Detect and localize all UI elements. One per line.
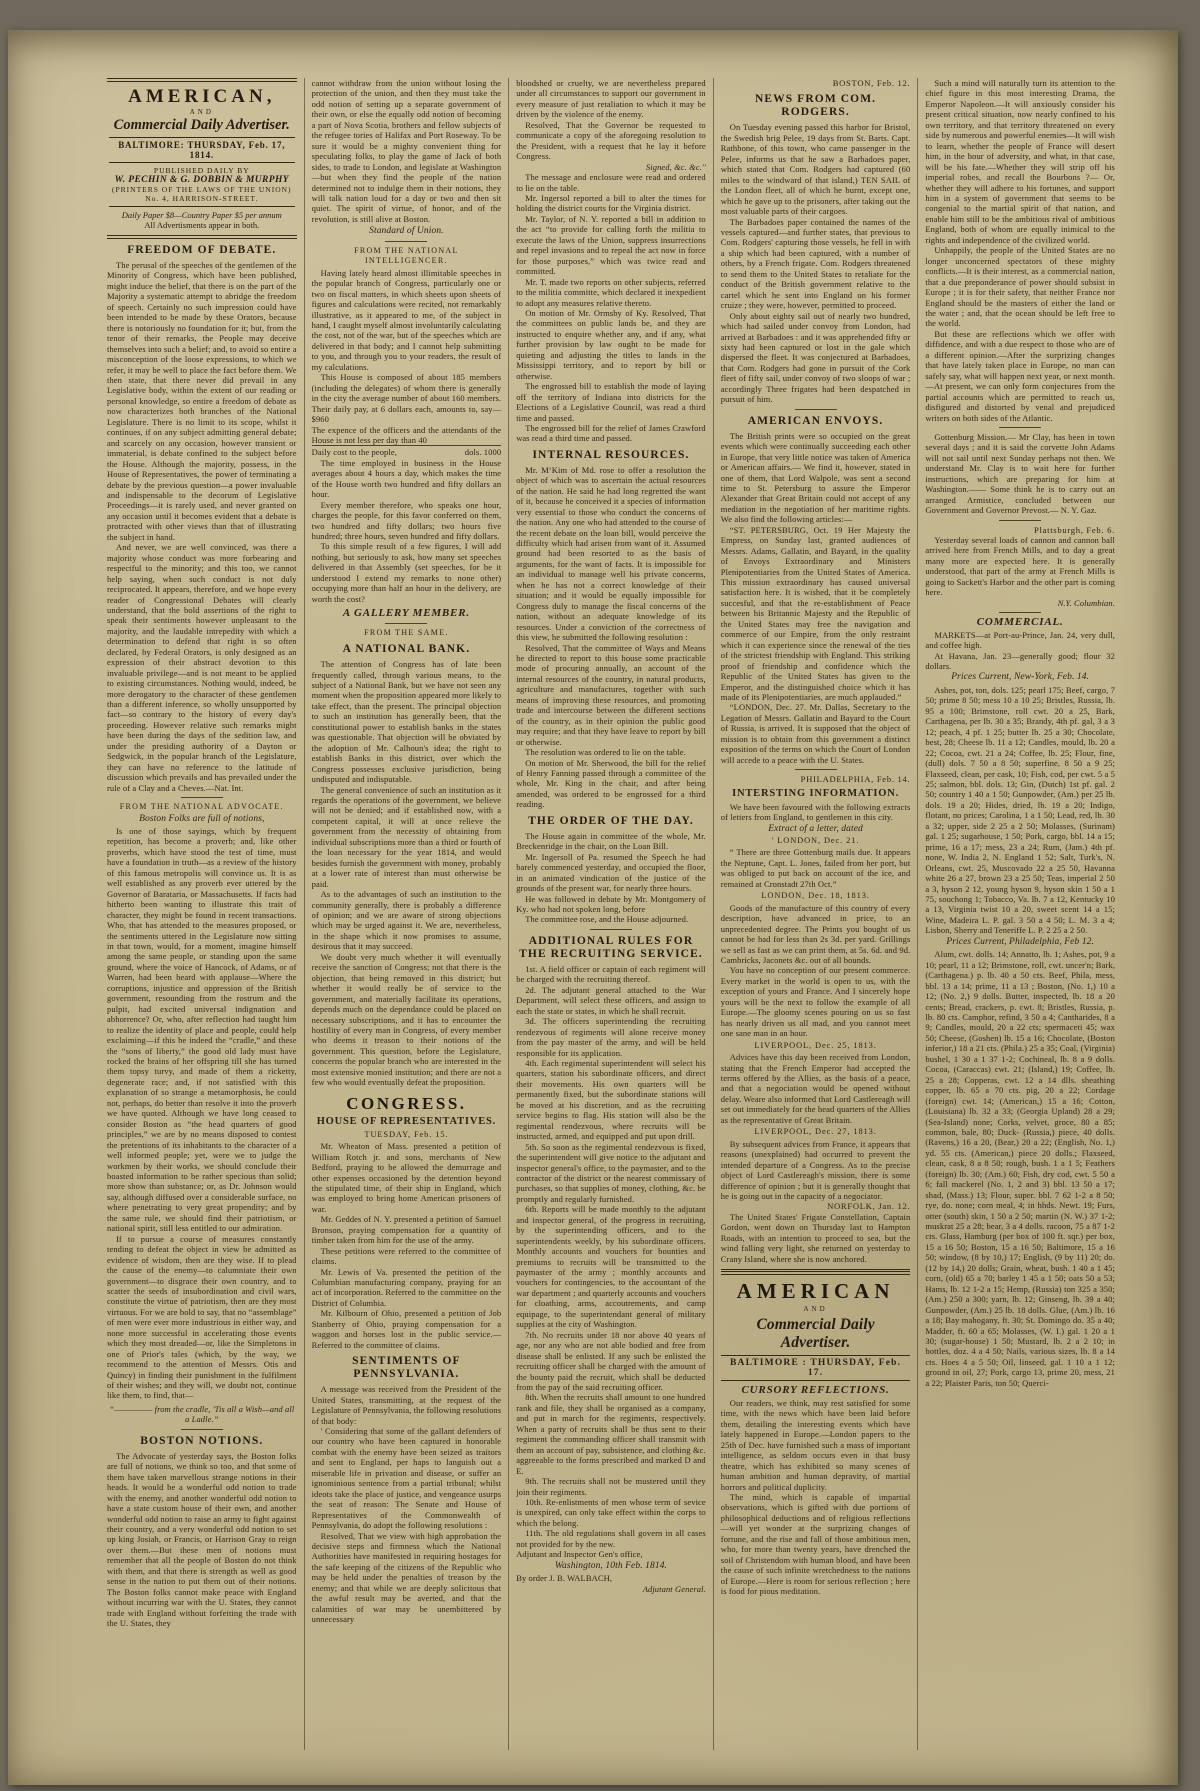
signature: N.Y. Columbian. [1057,597,1115,608]
masthead [107,78,297,239]
paragraph: 10th. Re-enlistments of men whose term of sevice is unexpired, can only take effect within the corps to which the belong. [516,1497,706,1528]
dateline: LIVERPOOL, Dec. 27, 1813. [754,1127,877,1137]
article-heading: INTERSTING INFORMATION. [732,787,900,799]
subheading: Prices Current, New-York, Feb. 14. [951,672,1090,683]
article-heading: BOSTON NOTIONS. [140,1434,264,1447]
paragraph: 2d. The adjutant general attached to the War Department, will select these officers, and assign to each the state or states, in which he shall recruit. [516,984,706,1016]
paragraph: On motion of Mr. Sherwood, the bill for the relief of Henry Fanning passed through a committee of the whole, Mr. King in the chair, and after being amended, was ordered to be engrossed for a third reading. [516,757,706,810]
paragraph: You have no conception of our present commerce. Every market in the world is open to us, with the exception of yours and France. And I sincerely hope yours will be the next to follow the example of all Europe.—The gloomy scenes pouring on us so fast has nearly driven us all mad, and you cannot meet one sane man in an hour. [720,965,911,1039]
paragraph: We have been favoured with the following extracts of letters from England, to gentlemen in this city. [720,801,911,823]
article-heading: INTERNAL RESOURCES. [532,448,690,461]
paragraph: A message was received from the President of the United States, transmitting, at the request of the Legislature of Pennsylvania, the following resolutions of that body: [311,1384,502,1426]
paragraph: Ashes, pot, ton, dols. 125; pearl 175; Beef, cargo, 7 50; prime 8 50; mess 10 a 10 25; Bristles, Russia, lb. 95 a 100; Brimstone, roll cwt. 20 a 25, Bark, Carthagena, per lb. 30 a 35; Brandy, 4th pf. gal, 3 a 3 12; peach, 4 pf. 1 25; butter lb. 25 a 30; Chocolate, best, 28; Cheese lb. 11 a 12; Candles, mould, lb. 20 a 22; Cocoa, cwt. 21 a 24; Coffee, lb. 25; Flour, fine, (dull) dols. 7 50 a 8 50; superfine, 8 50 a 9 25; Flaxseed, clean, per cask, 10; Fish, cod, per cwt. 5 a 5 25; salmon, bbl. dols. 13; Gin, (Dutch) 1st pf. gal. 2 50; country 1 40 a 1 50; Gunpowder, (Am.) per 25 lb. dols. 19 a 20; Hides, dried, lb. 19 a 20; Indigo, flotant, no prices; Carolina, 1 a 1 50; Lead, red, lb. 30 a 32; upper, side 2 25 a 2 50; Molasses, (Surinam) gal. 1 25; sugarhouse, 1 50; Pork, cargo, bbl. 14 a 15; prime, 16 a 17; mess, 23 a 24; Rum, (Jam.) 4th pf. none, W. India 2, N. England 1 52; Salt, Turk's, N. Orleans, cwt. 25, Muscovado 22 a 25 50, Havanna white 26 a 27, brown 23 a 25 50; Teas, imperial 2 50 a 3, hyson 2 12, young hyson 9, hyson skin 1 50 a 1 75, souchong 1; Tobacco, Va. lb. 7 a 12, Kentucky 10 a 13, Virginia twist 10 a 20, sweet scent 14 a 15; Wine, Madeira L. P. gal. 3 50 a 4 50; L. M. 3 a 4; Lisbon, Sherry and Teneriffe L. P. 2 25 a 2 50. [925,684,1115,936]
subheading: Prices Current, Philadelphia, Feb 12. [946,936,1095,947]
dateline: PHILADELPHIA, Feb. 14. [800,774,911,785]
paragraph: Having lately heard almost illimitable speeches in the popular branch of Congress, particularly one or two on fiscal matters, in which sheets upon sheets of figures and calculations were recited, not remarkably illustrative, as it appeared to me, of the subject in hand, I caught myself almost involuntarily calculating the cost, not of the war, but of the speeches which are delivered in that body; and I cannot help submitting to you, and through you to your readers, the result of my calculations. [311,267,502,372]
paragraph: The attention of Congress has of late been frequently called, through various means, to the subject of a National Bank, but we have not seen any moment when the proposition appeared more likely to take effect, than the present. The principal objection to such an institution has generally been, that the constitutional power to establish banks in the states was questionable. That objection will be obviated by the adoption of Mr. Calhoun's idea; the right to establish Banks in this district, over which the Congress possesses exclusive jurisdiction, being undisputed and indisputable. [311,659,502,785]
printers-note: (PRINTERS OF THE LAWS OF THE UNION) [112,185,292,194]
paragraph: Mr. M‘Kim of Md. rose to offer a resolution the object of which was to ascertain the actual resources of the nation. He said he had long regretted the want of it, because he conceived it a species of information very essential to those who conduct the concerns of the nation. Any one who had attended to the course of the recent debate on the loan bill, would perceive the difficulty which had arisen from want of it. Assumed ground had been resorted to as the basis of arguments, for the want of facts. It is impossible for an individual to manage well his private concerns, when he has not a correct knowledge of their situation; and it would be equally impossible for Congress duly to manage the fiscal concerns of the nation, without an adequate knowledge of its resources. Under a conviction of the correctness of this view, he submitted the following resolution : [516,464,706,643]
paragraph: 3d. The officers superintending the recruiting rendezvous of regiments will alone receive money from the pay master of the army, and will be held responsible for its application. [516,1016,706,1058]
dateline: LONDON, Dec. 18, 1813. [761,891,870,901]
paragraph: And never, we are well convinced, was there a majority whose conduct was more forbearing and respectful to the minority; and this too, we cannot help saying, when such conduct is not duly reciprocated. It appears, therefore, and we hope every reader of Congressional Debates will clearly understand, that the bold assertions of the right to speak their sentiments however unpleasant to the majority, and the laudable intrepedity with which a determination to defend that right is so often declared, by Federal Orators, is only designed as an expression of their abstract devotion to this invaluable privilege—and is not meant to be applied to existing circumstances. Nothing would, indeed, be more derogatory to the character of these gentlemen than a different inference, so wholly unsupported by fact—so contrary to the history of every day's proceeding. However relative such remarks might have been during the days of the sedition law, and under the presiding authority of a Dayton or Sedgwick, in the popular branch of the Legislature, they can have no reference to the latitude of discussion which prevails and has prevailed under the rule of a Clay and a Cheves.—Nat. Int. [107,542,297,793]
paragraph: By order J. B. WALBACH, [516,1573,613,1584]
article-heading: FREEDOM OF DEBATE. [127,244,277,256]
paragraph: The time employed in business in the House averages about 4 hours a day, which makes the time of the House worth two hundred and fifty dollars an hour. [311,457,502,500]
masthead-subtitle: Commercial Daily Advertiser. [756,1315,875,1351]
masthead-dateline: BALTIMORE : THURSDAY, Feb. 17. [721,1355,911,1382]
paragraph: The United States' Frigate Constellation, Captain Gordon, went down on Thursday last to Hampton Roads, with an intention to proceed to sea, but the wind falling very light, she returned on yesterday to Crany Island, where she is now anchored. [720,1211,911,1264]
paragraph: 4th. Each regimental superintendent will select his quarters, station his subordinate officers, and direct their movements. His own quarters will be permanently fixed, but the subordinate stations will be moved at his discretion, and as the recruiting service begins to flag. His station will also be the regimental rendezvous, where recruits will be instructed, armed, and equipped and put upon drill. [516,1057,706,1142]
paragraph: Gottenburg Mission.— Mr Clay, has been in town several days ; and it is said the corvette John Adams will not sail until next Sunday perhaps not then. We understand Mr. Clay is to wait here for further instructions, which are preparing for him at Washington.—— Some think he is to carry out an arranged Armistice, concluded between our Government and Governor Prevost.— N. Y. Gaz. [925,431,1115,516]
paragraph: To this simple result of a few figures, I will add nothing, but seriously to ask, how many set speeches delivered in that Assembly (set speeches, for be it understood I extend my remarks to none other) occupying more than half an hour in the delivery, are worth the cost? [311,541,502,604]
publisher-address: No. 4, HARRISON-STREET. [145,194,259,203]
dateline: BOSTON, Feb. 12. [832,78,911,88]
paragraph: 8th. When the recruits shall amount to one hundred rank and file, they shall be organised as a company, and put in march for the regiments, respectively. When a party of recruits shall be thus sent to their regiment the commanding officer shall transmit with them an account of pay, subsistence, and clothing &c. aggreeable to the forms prescribed and marked D and E. [516,1392,706,1476]
section-rule [999,612,1041,613]
paragraph: The general convenience of such an institution as it regards the operations of the government, we believe will not be denied; and if established now, with a competent capital, it will at once relieve the government from the necessity of obtaining from individual subscriptions more than a third or fourth of the loan necessary for the year 1814, and would besides furnish the government with money, probably at a lower rate of interest than must otherwise be paid. [311,784,502,889]
paragraph: At Havana, Jan. 23—generally good; flour 32 dollars. [925,650,1115,672]
paragraph: “ There are three Gottenburg mails due. It appears the Neptune, Capt. L. Jones, failed from her port, but was obliged to put back on account of the ice, and remained at Cronstadt 27th Oct.” [720,847,911,889]
masthead-title: AMERICAN [736,1279,895,1304]
paragraph: 6th. Reports will be made monthly to the adjutant and inspector general, of the progress in recruiting, by the superintending officers, and to the superintendents weekly, by his subordinate officers. Monthly accounts and vouchers for bounties and premiums to recruits will be transmitted to the paymaster of the army ; monthly accounts and vouchers for contingencies, to the accountant of the war department ; and quarterly accounts and vouchers for cloathing, arms, accoutrements, and camp equipage, to the superintendant general of military supplies at the city of Washington. [516,1204,706,1330]
paragraph: The Barbadoes paper contained the names of the vessels captured—and further states, that previous to Com. Rodgers' capturing those vessels, he fell in with a ship which had been captured, with a number of others, by a French frigate. Com. Rodgers threatened to send them to the United States to retaliate for the conduct of the British government relative to the cartel which he sent into England on his former cruize ; they were, however, permitted to proceed. [720,216,911,311]
paragraph: Mr. Ingersoll of Pa. resumed the Speech he had barely commenced yesterday, and occupied the floor, in an animated vindication of the justice of the grounds of the present war, for nearly three hours. [516,851,706,894]
paragraph: We doubt very much whether it will eventually receive the sanction of Congress; not that there is the objection, that being removed in this district; but whether it would really be of service to the government, and materially facilitate its operations, depends much on the dependance could be placed on necessary subscriptions, and it has to encounter the hostility of every man in Congress, of every member who deems it treason to their notions of the government. This question, before the Legislature, concerns the popular branch who are interested in the most extensive monied institution; and there are not a few who would eventually defeat the proposition. [311,951,502,1088]
publication-title: AMERICAN, [128,86,276,107]
signature: Signed, &c. &c.'' [645,161,706,172]
paragraph: But these are reflections which we offer with diffidence, and with a due respect to those who are of a different opinion.—After the surprizing changes that have lately taken place in Europe, no man can safely say, what will happen next year, or next month.—At present, we can only form conjectures from the partial accounts which are permitted to reach us, disfigured and distorted by venal and prejudiced writers on both sides of the Atlantic. [925,328,1115,423]
section-heading: CONGRESS. [346,1093,467,1113]
publication-and: AND [189,108,214,116]
section-rule [795,769,837,770]
signature: Standard of Union. [369,226,444,237]
paragraph: “ST. PETERSBURG, Oct. 19 Her Majesty the Empress, on Sunday last, granted audiences of Messrs. Adams, Gallatin, and Bayard, in the quality of Envoys Extraordinary and Ministers Plenipotentiaries from the United States of America. This mission extraordinary has caused universal satisfaction here. It is wished, that it be completely succesful, and that the re-establishment of Peace between his Britannic Majesty and the Republic of the United States may free the navigation and commerce of our Empire, from the only restraint which it can experience since the renewal of the ties of the strictest friendship with England. This striking proof of friendship and confidence which the Republic of the United States has given to the Emperor, and the distinguished choice which it has made of its Plenipotentiaries, are much applauded.” [720,524,911,703]
ads-line: All Advertisments appear in both. [144,220,260,230]
paragraph: Only about eighty sail out of nearly two hundred, which had sailed under convoy from London, had arrived at Barbadoes : and it was apprehended fifty or sixty had been captured or lost in the gale which dispersed the fleet. It was conjectured at Barbadoes, that Com. Rodgers had gone in pursuit of the Cork fleet of fifty sail, under convoy of two sloops of war ; accordingly Three frigates had been despatched in pursuit of him. [720,310,911,405]
paragraph: The Advocate of yesterday says, the Boston folks are full of notions, we think so too, and that some of them have taken marvellous strange notions in their heads. It would be a wonderful odd notion to trade with the enemy, and another wonderful odd notion to have a state custom house of their own, and another wonderful odd notion to raise an army to fight against their country, and a very wonderful odd notion to set up king Josiah, or Francis, or Harrison Gray to reign over them.—But these men of notions must remember that all the people of Boston do not think with them, and that there is strength as well as good sense in the nation to put them out of their notions. The Boston folks cannot make peace with England without incurring war with the U. States, they cannot trade with England without forfeiting the trade with the U. States, they [107,1450,297,1629]
paragraph: Mr. Kilbourn of Ohio, presented a petition of Job Stanberry of Ohio, praying compensation for a waggon and horses lost in the public service.—Referred to the committee of claims. [311,1308,502,1350]
subheading: Extract of a letter, dated [768,823,863,834]
section-rule [999,520,1041,521]
verse-quote: “————— from the cradle, 'Tis all a Wish—and all a Ladle.” [109,1403,295,1425]
section-rule [999,427,1041,428]
paragraph: Resolved, That the committee of Ways and Means be directed to report to this house some practicable mode of procuring annually, an account of the internal resources of the country, in natural products, agriculture and manufactures, together with such means of improving these resources, and promoting trade and intercourse between the different sections of the country, as in their opinion the public good may require; and that they have leave to report by bill or otherwise. [516,642,706,747]
dateline: LIVERPOOL, Dec. 25, 1813. [754,1040,877,1050]
paragraph: The resolution was ordered to lie on the table. [525,747,686,758]
publication-dateline: BALTIMORE: THURSDAY, Feb. 17, 1814. [109,137,295,163]
paragraph: The mind, which is capable of impartial observations, which is gifted with due portions of philosophical deductions and of religious reflections—will yet wonder at the surprizing changes of fortune, and the rise and fall of those ambitious men, who, for more than twenty years, have drenched the soil of Christendom with human blood, and have been the cause of such infinite wretchedness to the nations of Europe.—Here is room for serious reflection ; here is food for pious meditation. [720,1492,911,1597]
paragraph: ' Considering that some of the gallant defenders of our country who have been captured in honorable combat with the enemy have been seized as traitors and sent to England, per haps to languish out a miserable life in privation and disease, or suffer an ignominious sentence from a partial tribunal; whilst ideots take the place of justice, and vengeance usurps the seat of reason: The Senate and House of Representatives of the Commonwealth of Pennsylvania, do adopt the following resolutions : [311,1426,502,1531]
section-rule [181,1429,223,1430]
paragraph: Mr. Taylor, of N. Y. reported a bill in addition to the act “to provide for calling forth the militia to execute the laws of the Union, suppress insurrections and repel invasions and to repeal the act now in force for those purposes,” which was twice read and committed. [516,213,706,277]
article-heading: THE ORDER OF THE DAY. [528,814,694,827]
paragraph: 11th. The old regulations shall govern in all cases not provided for by the new. [516,1528,706,1549]
source-heading: FROM THE NATIONAL INTELLIGENCER. [354,245,459,266]
paragraph: Unhappily, the people of the United States are no longer unconcerned spectators of these mighty conflicts.—It is their interest, as a commercial nation, that a due preponderance of power should subsist in Europe ; it is for their safety, that neither France nor England should be the masters of either the land or the water ; and, that the ocean should be left free to the world. [925,245,1115,329]
published-daily-by: PUBLISHED DAILY BY [153,166,250,175]
paragraph: These petitions were referred to the committee of claims. [311,1245,502,1267]
subheading: Boston Folks are full of notions, [139,813,265,824]
paragraph: By subsequent advices from France, it appears that reasons (unexplained) had occurred to prevent the intended departure of a Congress. As to the precise object of Lord Castlereagh's mission, there is some difference of opinion ; but it is generally thought that he is going out in the capacity of a negociator. [720,1138,911,1201]
dateline: Plattsburgh, Feb. 6. [1034,524,1115,535]
paragraph: 5th. So soon as the regimental rendezvous is fixed, the superintendent will give notice to the adjutant and inspector general's office, to the paymaster, and to the contractor of the district or the nearest commissary of purchases, so that supplies of money, clothing, &c. be promptly and regularly furnished. [516,1141,706,1204]
newspaper-column-2 [304,78,509,1750]
dateline: TUESDAY, Feb. 15. [364,1129,449,1139]
paragraph: Resolved, That we view with high approbation the decisive steps and firmness which the National Authorities have manifested in requiring hostages for the safe keeping of the citizens of the Republic who may be held under the penalties of treason by the enemy; and that while we are deeply solicitous that the awful result may be averted, and that the calamities of war may be unembittered by unnecessary [311,1530,502,1625]
paragraph: Mr. T. made two reports on other subjects, referred to the militia committe, which declared it inexpedient to adopt any measures relative thereto. [516,276,706,308]
article-heading: NEWS FROM COM. RODGERS. [755,93,877,119]
article-heading: COMMERCIAL. [976,616,1064,629]
dateline: ' LONDON, Dec. 21. [771,836,860,845]
section-rule [385,623,427,624]
article-heading: CURSORY REFLECTIONS. [741,1384,890,1397]
newspaper-column-1 [100,78,304,1750]
article-heading: HOUSE OF REPRESENTATIVES. [316,1115,497,1127]
newspaper-column-3 [508,78,713,1750]
article-heading: A NATIONAL BANK. [342,643,471,656]
section-rule [181,797,223,798]
newspaper-column-4 [713,78,918,1750]
publication-subtitle: Commercial Daily Advertiser. [113,117,290,133]
double-rule [721,1269,911,1275]
paragraph: Every member therefore, who speaks one hour, charges the people, for this favor conferred on them, two hundred and fifty dollars; two hours five hundred; three hours, seven hundred and fifty dollars. [311,499,502,542]
paragraph: Goods of the manufacture of this country of every description, have advanced in price, to an unprecedented degree. The Prints you bought of us cannot be had for less than 2s 3d. per yard. Grillings we sell as fast as we can print them, at 5s. 6d. and 9d. Cambricks, Jaconets &c. out of all bounds. [720,902,911,965]
source-heading: FROM THE SAME. [364,627,449,637]
paragraph: The House again in committee of the whole, Mr. Breckenridge in the chair, on the Loan Bill. [516,830,706,852]
paragraph: The message and enclosure were read and ordered to lie on the table. [516,172,706,193]
paragraph: bloodshed or cruelty, we are nevertheless prepared under all circumstances to support our government in every measure of just retaliation to which it may be driven by the violence of the enemy. [516,78,706,120]
section-rule [590,929,632,930]
publishers: W. PECHIN & G. DOBBIN & MURPHY [114,175,289,185]
paragraph: Mr. Wheaton of Mass. presented a petition of William Rotch jr. and sons, merchants of New Bedford, praying to be allowed the demurrage and other expenses occasioned by the detention beyond the stipulated time, of their ship in England, which was employed to bring home American prisoners of war. [311,1141,502,1214]
article-heading: A GALLERY MEMBER. [342,607,470,620]
paragraph: The committee rose, and the House adjourned. [525,914,689,925]
paragraph: The perusal of the speeches of the gentlemen of the Minority of Congress, which have been published, might induce the belief, that there is on the part of the Majority a systematic attempt to abridge the freedom of speech. Certainly no such impression could have been intended to be made by these Orators, because there is notoriously no foundation for it; but, from the tenor of their remarks, the People may deceive themselves into such a belief; and, to avoid so entire a misconception of the loose expressions, to which we refer, it may be well to place the fact before them. We then state, that there never did prevail in any Legislative body, within the extent of our reading or personal knowledge, so entire a freedom of debate as now characterizes both branches of the National Legislature. There is no limit to its scope, whilst it continues, if on any subject admitting general debate; and scarcely on any occasion, however transient or immaterial, is debate confined to the subject before the House. Although the majority, possess, in the House of Representatives, the power of terminating a debate by the previous question—a power invaluable and indispensable to the decorum of Legislative Proceedings—it is rarely used, and never granted on any occasion until it becomes evident that a debate is protracted with other views than that of illustrating the subject in hand. [107,260,297,542]
paragraph: The engrossed bill for the relief of James Crawford was read a third time and passed. [516,422,706,444]
paragraph: If to pursue a course of measures constantly tending to defeat the object in view be admitted as evidence of wisdom, then are they wise. If to plead the cause of the enemy—to calumniate their own government—to disgrace their own country, and to scatter the seeds of insubordination and civil wars, constitute the virtue of patriotism, then are they most virtuous. For we are bold to say, that no “assemblage” of men were ever more industrious in either way, and none more successful in accelerating those events which they most dreaded—or, like the Simpletons in one of Prior's tales (which, by the way, we recommend to the attention of Messrs. Otis and Quincy) in finding their punishment in the fulfilment of their wishes; and they will, we doubt not, continue like them, to find, that— [107,1233,297,1401]
paragraph: Yesterday several loads of cannon and cannon ball arrived here from French Mills, and to day a great many more are expected here. It is generally understood, that part of the army at French Mills is going to Sackett's Harbor and the other part is coming here. [925,535,1115,598]
paragraph: This House is composed of about 185 members (including the delegates) of whom there is generally in the city the average number of about 160 members. Their daily pay, at 6 dollars each, amounts to, say— $960 [311,372,502,425]
article-heading: SENTIMENTS OF PENNSYLVANIA. [352,1355,461,1381]
article-heading: ADDITIONAL RULES FOR THE RECRUITING SERVICE. [519,934,703,960]
newspaper-page [8,30,1178,1785]
paragraph: Mr. Geddes of N. Y. presented a petition of Samuel Bronson, praying compensation for a quantity of timber taken from him for the use of the army. [311,1214,502,1246]
paragraph: Advices have this day been received from London, stating that the French Emperor had accepted the terms offered by the Allies, as the basis of a peace, and that a negociation would be opened without delay. Weare also informed that Lord Castlereagh will set out immediately for the head quarters of the Allies as the representative of Great Britain. [720,1052,911,1125]
paragraph: The expence of the officers and the attendants of the House is not less per day than 40 [311,424,502,445]
paragraph: 1st. A field officer or captain of each regiment will be charged with the recruiting thereof. [516,963,706,985]
paragraph: As to the advantages of such an institution to the community generally, there is probably a difference of opinion; and we are aware of strong objections which may be urged against it. We are, nevertheless, in the shape which it now promises to assume, desirous that it may succeed. [311,889,502,952]
paragraph: He was followed in debate by Mr. Montgomery of Ky. who had not spoken long, before [516,893,706,914]
paragraph: MARKETS—at Port-au-Prince, Jan. 24, very dull, and coffee high. [925,629,1115,651]
newspaper-column-5 [917,78,1122,1750]
dateline: NORFOLK, Jan. 12. [827,1201,911,1212]
paragraph: Adjutant and Inspector Gen's office, [516,1549,643,1560]
paragraph: Our readers, we think, may rest satisfied for some time, with the news which have been laid before them, detailing the interesting events which have lately happened in Europe.—London papers to the 25th of Dec. have furnished such a mass of important intelligence, as seldom occurs even in that busy theatre, which has exhibited so many scenes of human ambition and human depravity, of martial horrors and political duplicity. [720,1397,911,1492]
paragraph: Resolved, That the Governor be requested to communicate a copy of the aforegoing resolution to the President, with a request that he lay it before Congress. [516,119,706,162]
paragraph: Mr. Ingersol reported a bill to alter the times for holding the district courts for the Virginia district. [516,192,706,214]
paragraph: On motion of Mr. Ormsby of Ky. Resolved, That the committees on public lands be, and they are instructed to enquire whether any, and if any, what further provision by law ought to be made for quieting and adjusting the titles to lands in the Mississippi territory, and to report by bill or otherwise. [516,307,706,381]
paragraph: cannot withdraw from the union without losing the protection of the union, and then they must take the odd notion of setting up a separate government of their own, or else the equally odd notion of becoming a part of Nova Scotia, brothers and fellow subjects of the refugee tories of Halifax and Port Roseway. To be sure it would be a mighty convenient thing for speculating folks, to play the game of Jack of both sides, to trade to London, and legislate at Washington—but when they find the people of the nation determined not to indulge them in their notions, they will talk nation loud for a day or two and then sit quiet. The spirit of virtue, of honor, and of the revolution, is still alive at Boston. [311,78,502,224]
masthead-and: AND [803,1305,828,1314]
paragraph: 9th. The recruits shall not be mustered until they join their regiments. [516,1476,706,1497]
columns-container [100,78,1122,1750]
paragraph: Such a mind will naturally turn its attention to the chief figure in this most interesting Drama, the Emperor Napoleon.—It will anxiously consider his present critical situation, now nearly confined to his own territory, and that territory threatened on every side by numerous and powerful enemies—It will wish to learn, whether the people of France will desert him, in the hour of adversity, and what, in that case, will be his fate.—Whether they will strip off his imperial robes, and recall the Bourbons ?— Or, whether they will adhere to his fortunes, and support him in a system of government that seems to be congenial to the martial spirit of that nation, and enable him still to be the ambitious rival of ambitious England, both of whom are equally inimical to the rights and independence of the civilized world. [925,78,1115,245]
section-rule [795,409,837,410]
total-line: Daily cost to the people, dols. 1000 [311,447,502,458]
price-line: Daily Paper $8—Country Paper $5 per annum [109,206,295,220]
paragraph: Mr. Lewis of Va. presented the petition of the Columbian manufacturing company, praying for an act of incorporation. Referred to the committee on the District of Columbia. [311,1266,502,1308]
paragraph: On Tuesday evening passed this harbor for Bristol, the Swedish brig Pelee, 19 days from St. Barts. Capt. Rathbone, of this town, who came passenger in the Pelee, informs us that he saw a Barbadoes paper, which stated that Com. Rodgers had captured (60 miles to the windward of that island,) TEN SAIL of the London fleet, all of which he burnt, except one, which he gave up to the prisoners, after taking out the most valuable parts of their cargoes. [720,122,911,217]
paragraph: The British prints were so occupied on the great events which were continually succeeding each other in Europe, that very little notice was taken of America or American affairs.— We find it, however, stated in one of them, that Lord Walpole, was sent a second time to St. Petersburg to assure the Emperor Alexander that Great Britain could not accept of any mediation in the negotiation of her maritime rights. We also find the following articles:— [720,430,911,525]
signature: Adjutant General. [642,1583,706,1594]
source-heading: FROM THE NATIONAL ADVOCATE. [119,802,284,812]
section-rule [385,241,427,242]
paragraph: “LONDON, Dec. 27. Mr. Dallas, Secretary to the Legation of Messrs. Gallatin and Bayard to the Court of Russia, is arrived. It is supposed that the object of mission is to obtain from this government a distinct exposition of the terms on which the Court of London will accede to a peace with the U. States. [720,702,911,765]
article-heading: AMERICAN ENVOYS. [747,414,884,427]
paragraph: The engrossed bill to establish the mode of laying off the territory of Indiana into districts for the Elections of a Legislative Council, was read a third time and passed. [516,381,706,423]
subheading: Washington, 10th Feb. 1814. [554,1560,668,1571]
paragraph: Is one of those sayings, which by frequent repetition, has become a proverb; and, like other proverbs, which have stood the test of time, must have a foundation in truth—as a review of the history of this famous metropolis will convince us. It is as well established as any proverb ever uttered by the Governor of Barataria, or Massachusetts. If facts had hitherto been wanting to illustrate this trait of character, they might be found in recent transactions. Who, that has attended to the measures proposed, or the sentiments uttered in the Legislature now sitting in that town, would, for a moment, imagine himself among the same people, or standing upon the same ground, where the voice of Hancock, of Adams, or of Warren, had been heard with applause—Where the corruptions, injustice and oppression of the British government, resounding from the rostrum and the pulpit, had excited universal indignation and abhorrence? Or, who, after reflection had taught him to realize the identity of place and people, could help exclaiming—if this be indeed the “cradle,” and these the “sons of liberty,” the good old lady must have rocked the brains of her offspring till she has turned them topsy turvy, and made of them a ricketty, degenerate race; and, if not satisfied with this explanation of so strange a metamorphosis, he could not, perhaps, do better than resolve it into the proverb we have quoted. Although we have long ceased to consider Boston as “the head quarters of good principles,” we are by no means disposed to contest the pretentions of its inhabitants to the character of a well informed people; yet, were we to judge the workmen by their works, we should conclude their boasted information to be rather specious than solid; more show than substance; or, as Dr. Johnson would say, although diffused over a considerable surface, no where penetrating to very great propendity; and by the same rule, we should find their patriotism, or national spirit, still less entitled to our admiration. [107,826,297,1234]
paragraph: Alum, cwt. dolls. 14; Annatto, lb. 1; Ashes, pot, 9 a 10; pearl, 11 a 12; Brimstone, roll, cwt. uncer'n; Bark, (Carthagena.) p. lb. 40 a 50 cts. Beef, Phila, mess, bbl. 13 a 14; prime, 11 a 13 ; Boston, (No. 1,) 10 a 12; (No. 2,) 9 dolls. Butter, inspected, lb. 18 a 20 cents; Bread, crackers, p. cwt. 8; Bristles, Russia, p. lb. 80 cts. Camphor, refind, 3 50 a 4; Cantharides, 8 a 9; Candles, mould, 20 a 22 cts; spermaceti 45; wax 50; Cheese, (Goshen) lb. 15 a 16; Chocolate, (Boston inferior,) 18 a 21 cts. (Phila.) 25 a 35; Coal, (Virginia) bushel, 1 30 a 1 37 1-2; Cochineal, lb. 8 a 9 dolls. Cocoa, (Caraccas) cwt. 21; (Island,) 19; Coffee, lb. 25 a 28; Copperas, cwt. 12 a 14 dlls. sheathing copper, lb. 65 a 70 cts. pig, 20 a 22; Cordage (foreign) cwt. 14; (American,) 15 a 16; Cotton, (Louisiana) lb. 32 a 33; (Georgia Upland) 28 a 29; (Sea-Island) none; Corks, velvet, groce, 80 a 85; common, bale, 80; Duck- (Russia,) piece, 40 dolls. (Ravens,) 16 a 20, (Bear,) 20 a 22; (English, No. 1,) yd. 55 cts. (American,) piece 20 dolls.; Flaxseed, clean, cask, 8 a 8 50; rough, bush. 1 a 1 5; Feathers (foreign) lb. 30; (Am.) 60; Fish, dry cod, cwt. 5 50 a 6; fall mackerel (No. 1, 2 and 3) bbl. 13 50 a 17; shad, (Mass.) 13; Flour, super. bbl. 7 62 1-2 a 8 50; rye, do. none; corn meal, 4; in hhds. Newt. 19; Furs, otter (south) skin, 1 50 a 2 50; martin (N. W.) 37 1-2; muskrat 25 a 28; bear, 3 a 4 dolls. racoon, 75 a 87 1-2 cts. Glass, Hamburg (per box of 100 ft. sqr.) per box, 15 a 16 50; Boston, 15 a 16 50; Baltimore, 15 a 16 50; window, (8 by 10,) 17; English, (9 by 11) 20; do. (12 by 14,) 20 dolls; Grain, wheat, bush. 1 40 a 1 45; corn, (old) 65 a 70; barley 1 45 a 1 50; oats 50 a 53; Hams, lb. 12 1-2 a 15; Hemp, (Russia) ton 325 a 350; (Am.) 250 a 300; yarn, lb. 12; Ginseng, lb. 39 a 40; Gunpowder, (Am.) 25 lb. 18 dolls. Glue, (Am.) lb. 16 a 18; Bay mahogany, ft. 30; St. Domingo do. 35 a 40; Madder, ft. 60 a 65; Molasses, (W. I.) gal. 1 20 a 1 30; (sugar-house) 1 50; Mustard, lb. 2 a 2 10; in bottles, doz. 4 a 4 50; Nails, various sizes, lb. 8 a 14 cts. Hoes 4 a 5 50; Oil, linseed, gal. 1 10 a 1 12; ground in oil, 27; Pork, cargo 13, prime 20, mess, 21 a 22; Plaister Paris, ton 50; Querci- [925,949,1115,1388]
paragraph: 7th. No recruits under 18 nor above 40 years of age, nor any who are not able bodied and free from disease shall be enlisted. If any such be enlisted the recruiting officer shall be charged with the amount of the bounty paid the recruit, which shall be deducted from the pay of the said recruiting officer. [516,1329,706,1393]
